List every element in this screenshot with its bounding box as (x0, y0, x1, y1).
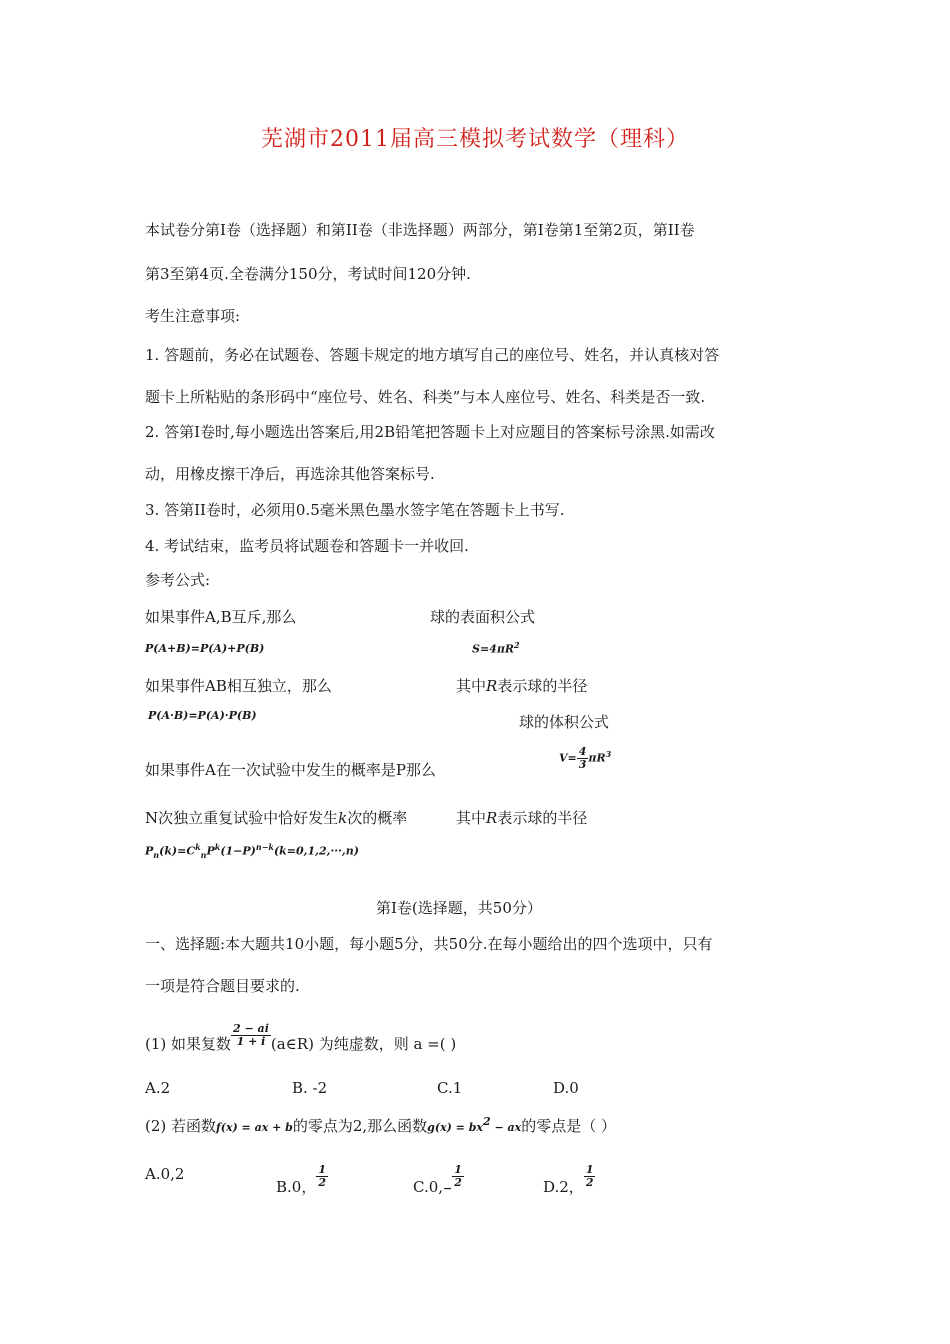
formula-left-2: 如果事件AB相互独立，那么 (145, 677, 332, 695)
formula-binomial: $P_n(k)=C^k_nP^k(1-P)^{n-k}(k=0,1,2,\cdot\cdot\cdot,n)$ (145, 842, 359, 860)
formula-right-1: 球的表面积公式 (430, 608, 536, 626)
intro-line-2: 第3至第4页.全卷满分150分，考试时间120分钟. (145, 265, 471, 283)
formula-right-2: 其中R表示球的半径 (456, 677, 588, 695)
page-title: 芜湖市2011届高三模拟考试数学（理科） (261, 127, 689, 152)
question-1: (1) 如果复数 $\frac{2 - ai}{1 + i}$ (a∈R) 为纯虚数，则 a =( ) (145, 1022, 457, 1053)
note-1b: 题卡上所粘贴的条形码中“座位号、姓名、科类”与本人座位号、姓名、科类是否一致. (145, 388, 706, 406)
section-1-instruction-1: 一、选择题:本大题共10小题，每小题5分，共50分.在每小题给出的四个选项中，只有 (145, 935, 713, 953)
intro-line-1: 本试卷分第Ⅰ卷（选择题）和第II卷（非选择题）两部分，第Ⅰ卷第1至第2页，第II卷 (145, 221, 695, 239)
formula-left-1: 如果事件A,B互斥,那么 (145, 608, 297, 626)
q1-option-d: D.0 (553, 1079, 579, 1097)
section-1-instruction-2: 一项是符合题目要求的. (145, 977, 300, 995)
formula-left-3: 如果事件A在一次试验中发生的概率是P那么 (145, 761, 436, 779)
note-4: 4. 考试结束，监考员将试题卷和答题卡一并收回. (145, 537, 469, 555)
formula-left-4: N次独立重复试验中恰好发生k次的概率 (145, 809, 408, 827)
note-2a: 2. 答第Ⅰ卷时,每小题选出答案后,用2B铅笔把答题卡上对应题目的答案标号涂黑.如需改 (145, 423, 715, 441)
note-1a: 1. 答题前，务必在试题卷、答题卡规定的地方填写自己的座位号、姓名，并认真核对答 (145, 346, 720, 364)
formula-sphere-volume: V= $\frac{4}{3}$ $\pi R^3$ (559, 745, 612, 771)
section-1-heading: 第Ⅰ卷(选择题，共50分） (376, 899, 542, 917)
q1-option-b: B. -2 (292, 1079, 328, 1097)
q2-option-c: C.0,− $\frac{1}{2}$ (413, 1163, 462, 1196)
question-2: (2) 若函数f(x) = ax + b的零点为2,那么函数$g(x) = bx^2$ − ax的零点是（ ） (145, 1115, 616, 1135)
q2-option-d: D.2， $\frac{1}{2}$ (543, 1163, 594, 1196)
q1-option-a: A.2 (145, 1079, 171, 1097)
formulas-heading: 参考公式: (145, 571, 211, 589)
q2-option-b: B.0， $\frac{1}{2}$ (276, 1163, 326, 1196)
note-2b: 动，用橡皮擦干净后，再选涂其他答案标号. (145, 465, 435, 483)
formula-multiplication-rule: P(A·B)=P(A)·P(B) (148, 709, 257, 722)
formula-right-4: 其中R表示球的半径 (456, 809, 588, 827)
q2-option-a: A.0,2 (145, 1165, 185, 1183)
notes-heading: 考生注意事项: (145, 307, 241, 325)
formula-sphere-area: $S=4\pi R^2$ (472, 640, 520, 656)
formula-addition-rule: P(A+B)=P(A)+P(B) (145, 642, 265, 655)
q1-option-c: C.1 (437, 1079, 463, 1097)
formula-right-3: 球的体积公式 (519, 713, 610, 731)
note-3: 3. 答第II卷时，必须用0.5毫米黑色墨水签字笔在答题卡上书写. (145, 501, 565, 519)
